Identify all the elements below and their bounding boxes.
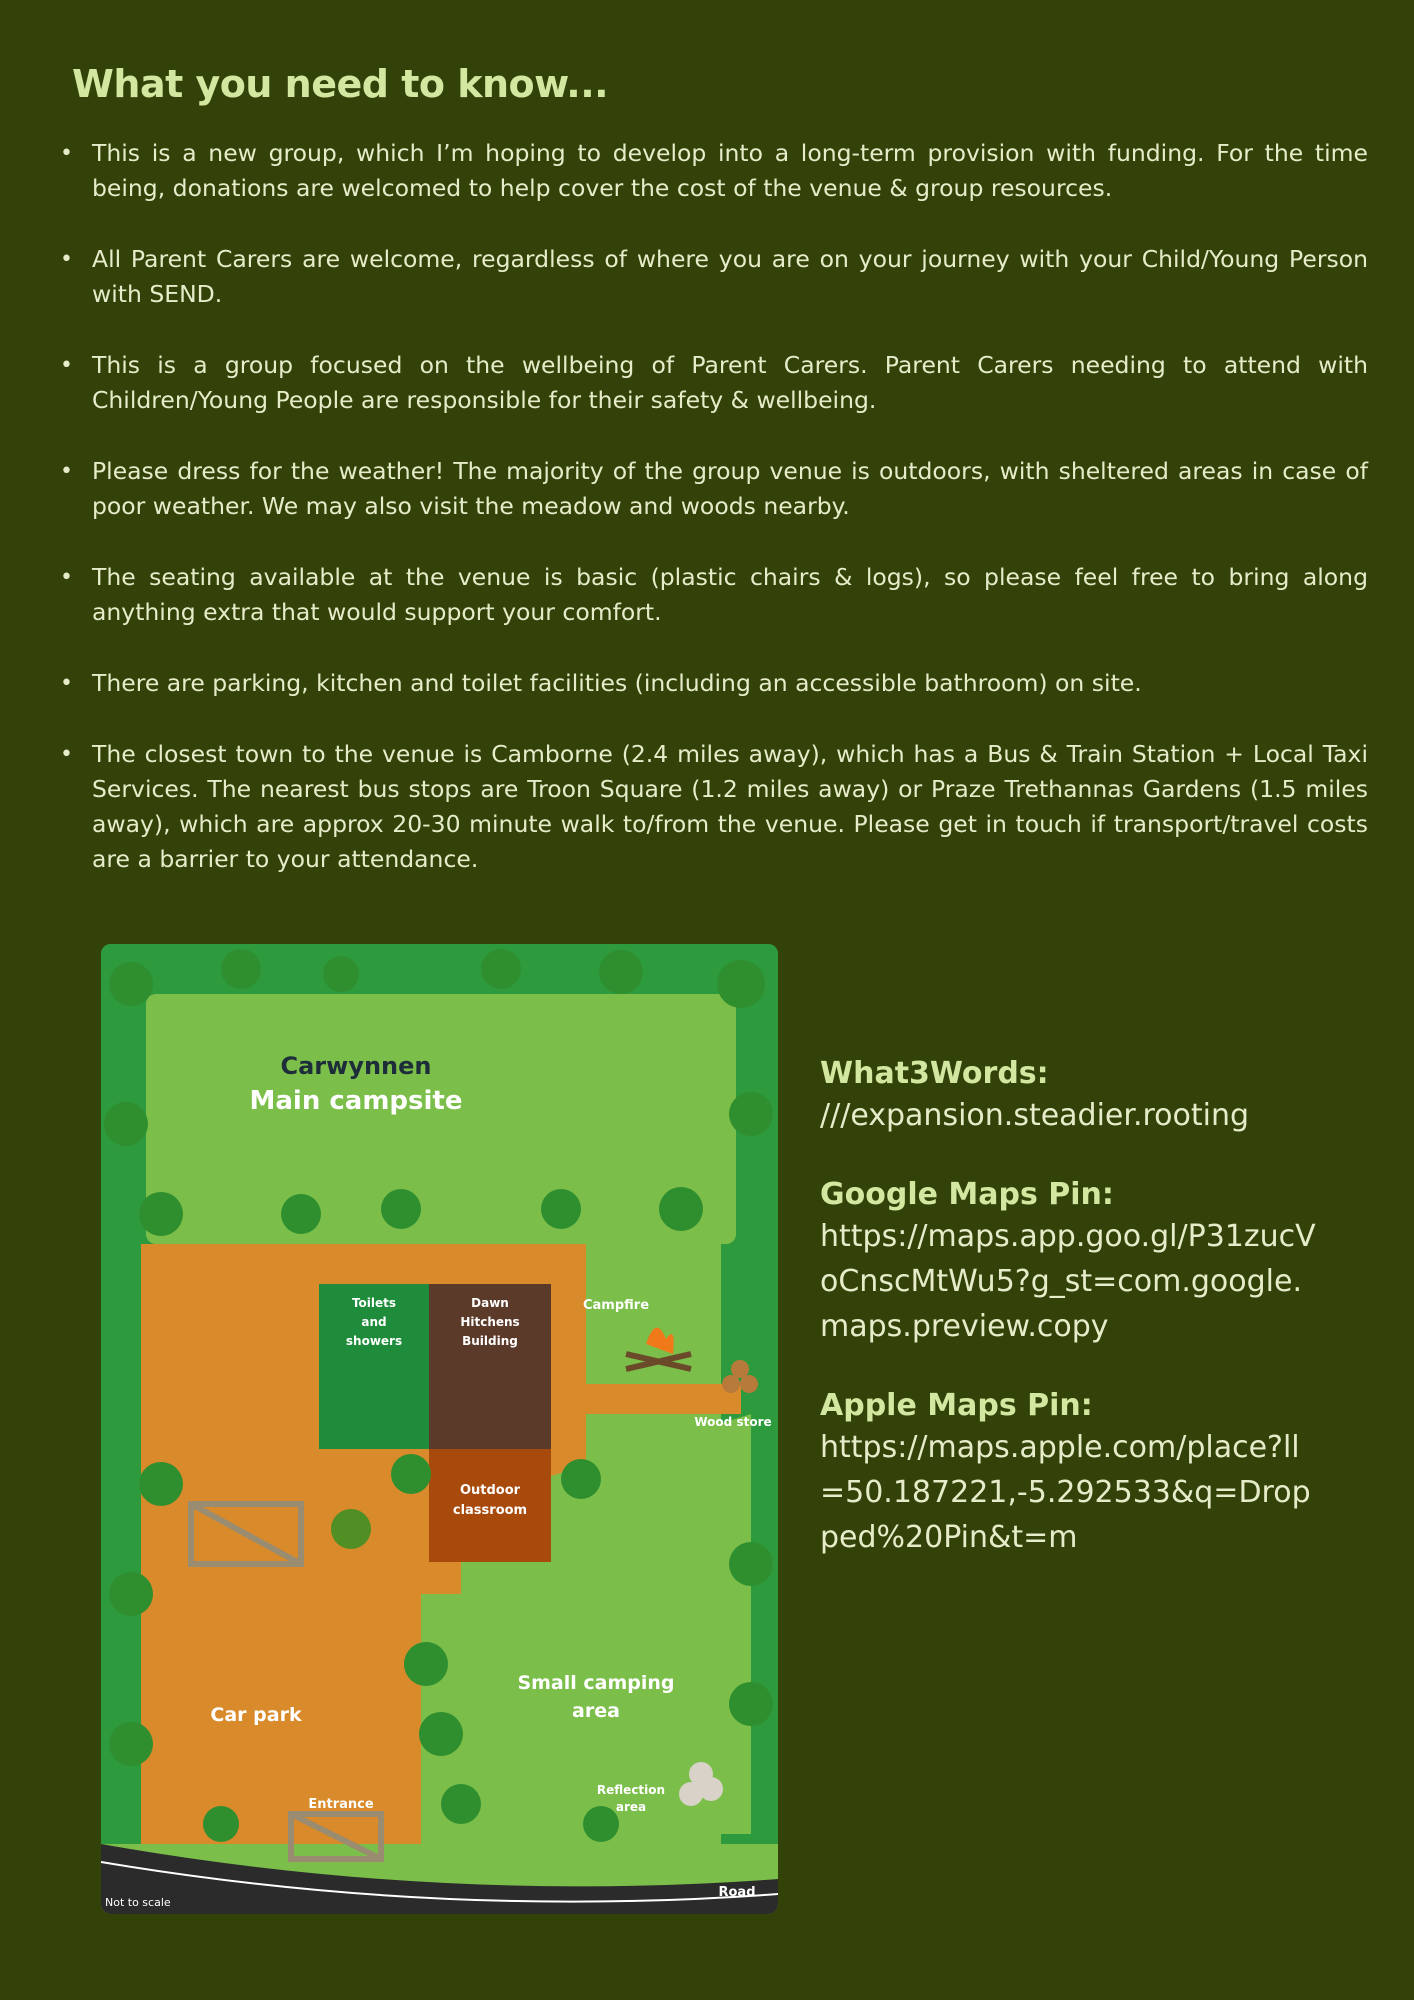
scale-note: Not to scale <box>105 1896 171 1909</box>
bullet-wellbeing: • This is a group focused on the wellbeing of Parent Carers. Parent Carers needing to attend with Children/Young People are responsible for their safety & wellbeing. <box>60 348 1368 418</box>
map-title: Carwynnen <box>280 1052 432 1080</box>
toilets-label: showers <box>345 1334 403 1348</box>
classroom-label: Outdoor <box>459 1483 521 1498</box>
campfire-label: Campfire <box>582 1298 650 1313</box>
map-subtitle: Main campsite <box>249 1086 463 1116</box>
google-maps-link[interactable]: https://maps.app.goo.gl/P31zucVoCnscMtWu5?g_st=com.google.maps.preview.copy <box>820 1219 1316 1344</box>
building-label: Hitchens <box>460 1315 520 1329</box>
bullet-transport: • The closest town to the venue is Camborne (2.4 miles away), which has a Bus & Train Station + Local Taxi Services. The nearest bus stops are Troon Square (1.2 miles away) or Praze Trethannas Gardens (1.5 miles away), which are approx 20-30 minute walk to/from the venue. Please get in touch if transport/travel costs are a barrier to your attendance. <box>60 737 1368 877</box>
wood-store-label: Wood store <box>694 1415 772 1429</box>
small-camping-label: Small camping <box>517 1672 675 1694</box>
bullet-facilities: • There are parking, kitchen and toilet facilities (including an accessible bathroom) on site. <box>60 666 1368 701</box>
classroom-label: classroom <box>452 1503 528 1518</box>
apple-maps-label: Apple Maps Pin: <box>820 1388 1093 1423</box>
toilets-label: and <box>361 1315 387 1329</box>
reflection-label: area <box>615 1800 647 1814</box>
bullet-seating: • The seating available at the venue is basic (plastic chairs & logs), so please feel free to bring along anything extra that would support your comfort. <box>60 560 1368 630</box>
building-label: Dawn <box>471 1296 509 1310</box>
small-camping-label: area <box>572 1700 620 1722</box>
car-park-label: Car park <box>210 1704 302 1726</box>
toilets-label: Toilets <box>351 1296 397 1310</box>
location-links <box>820 1055 1320 1598</box>
page-heading: What you need to know... <box>72 62 609 106</box>
apple-maps-link[interactable]: https://maps.apple.com/place?ll=50.187221,-5.292533&q=Dropped%20Pin&t=m <box>820 1430 1311 1555</box>
road-label: Road <box>718 1885 756 1900</box>
entrance-label: Entrance <box>308 1797 374 1812</box>
info-bullet-list <box>60 136 1368 877</box>
site-map <box>101 944 778 1914</box>
reflection-label: Reflection <box>596 1783 666 1797</box>
building-label: Building <box>462 1334 518 1348</box>
google-maps-label: Google Maps Pin: <box>820 1177 1114 1212</box>
bullet-weather: • Please dress for the weather! The majority of the group venue is outdoors, with sheltered areas in case of poor weather. We may also visit the meadow and woods nearby. <box>60 454 1368 524</box>
bullet-funding: • This is a new group, which I’m hoping to develop into a long-term provision with funding. For the time being, donations are welcomed to help cover the cost of the venue & group resources. <box>60 136 1368 206</box>
what3words-label: What3Words: <box>820 1056 1049 1091</box>
what3words-value[interactable]: ///expansion.steadier.rooting <box>820 1098 1250 1133</box>
bullet-welcome: • All Parent Carers are welcome, regardless of where you are on your journey with your Child/Young Person with SEND. <box>60 242 1368 312</box>
